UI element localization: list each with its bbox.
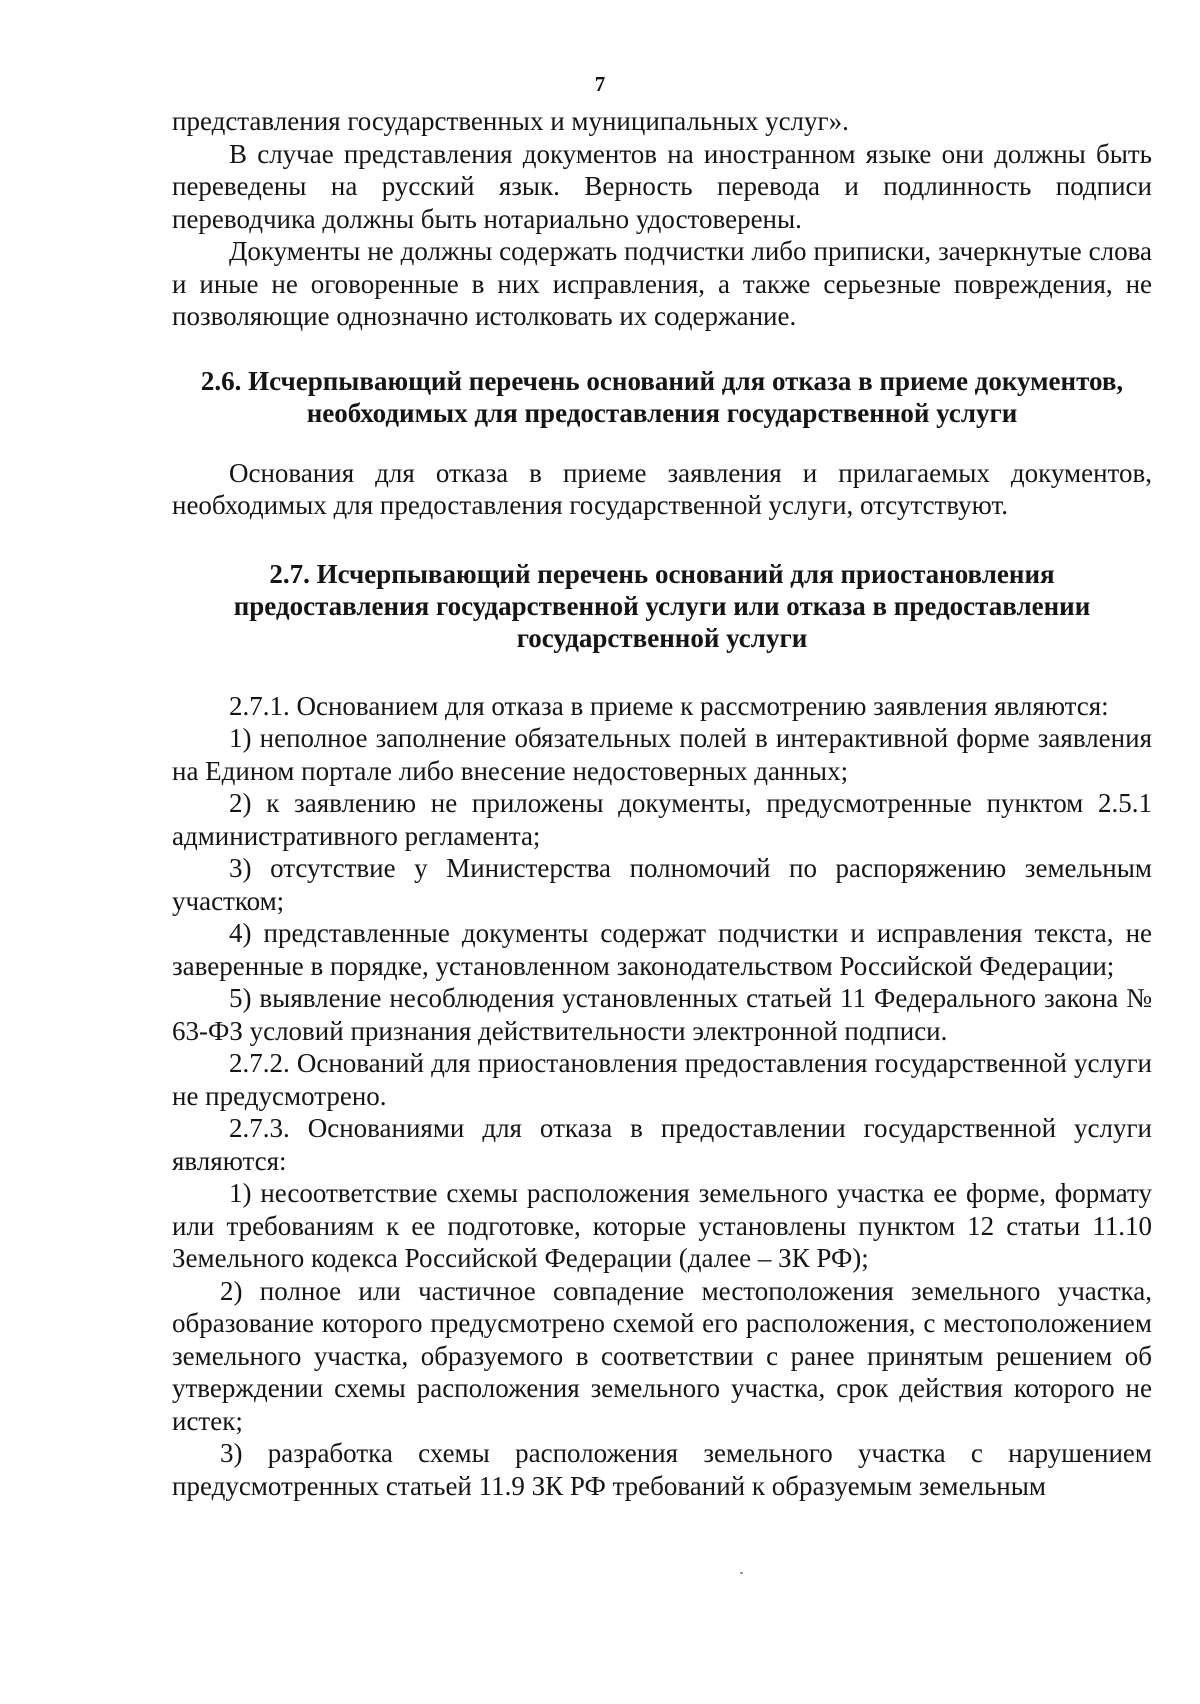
section-heading-2-6: 2.6. Исчерпывающий перечень оснований для отказа в приеме документов, необходимых для предоставления государственной услуги (200, 365, 1124, 428)
paragraph: Основания для отказа в приеме заявления и прилагаемых документов, необходимых для предоставления государственной услуги, отсутствуют. (172, 457, 1152, 520)
paragraph: В случае представления документов на иностранном языке они должны быть переведены на русский язык. Верность перевода и подлинность подписи переводчика должны быть нотариально удостоверены. (172, 138, 1152, 234)
scan-speck (740, 1572, 743, 1574)
page-number: 7 (594, 72, 606, 96)
list-item: 2) к заявлению не приложены документы, предусмотренные пунктом 2.5.1 административного регламента; (172, 788, 1152, 851)
clause-2-7-2: 2.7.2. Оснований для приостановления предоставления государственной услуги не предусмотрено. (172, 1048, 1152, 1111)
list-item: 1) неполное заполнение обязательных полей в интерактивной форме заявления на Едином портале либо внесение недостоверных данных; (172, 723, 1152, 786)
list-item: 4) представленные документы содержат подчистки и исправления текста, не заверенные в порядке, установленном законодательством Российской Федерации; (172, 918, 1152, 981)
list-item: 1) несоответствие схемы расположения земельного участка ее форме, формату или требованиям к ее подготовке, которые установлены пунктом 12 статьи 11.10 Земельного кодекса Российской Федерации (далее – ЗК РФ); (172, 1178, 1152, 1273)
list-item: 3) разработка схемы расположения земельного участка с нарушением предусмотренных статьей 11.9 ЗК РФ требований к образуемым земельным (172, 1438, 1152, 1501)
clause-2-7-1: 2.7.1. Основанием для отказа в приеме к рассмотрению заявления являются: (229, 690, 1109, 721)
paragraph: Документы не должны содержать подчистки либо приписки, зачеркнутые слова и иные не оговоренные в них исправления, а также серьезные повреждения, не позволяющие однозначно истолковать их содержание. (172, 236, 1152, 331)
paragraph: представления государственных и муниципальных услуг». (172, 106, 849, 136)
list-item: 5) выявление несоблюдения установленных статьей 11 Федерального закона № 63-ФЗ условий признания действительности электронной подписи. (172, 983, 1152, 1046)
document-body (172, 105, 1152, 1502)
list-item: 2) полное или частичное совпадение местоположения земельного участка, образование которого предусмотрено схемой его расположения, с местоположением земельного участка, образуемого в соответствии с ранее принятым решением об утверждении схемы расположения земельного участка, срок действия которого не истек; (172, 1275, 1152, 1436)
clause-2-7-3: 2.7.3. Основаниями для отказа в предоставлении государственной услуги являются: (172, 1113, 1152, 1176)
section-heading-2-7: 2.7. Исчерпывающий перечень оснований для приостановления предоставления государственной услуги или отказа в предоставлении государственной услуги (233, 558, 1091, 653)
list-item: 3) отсутствие у Министерства полномочий по распоряжению земельным участком; (172, 853, 1152, 916)
